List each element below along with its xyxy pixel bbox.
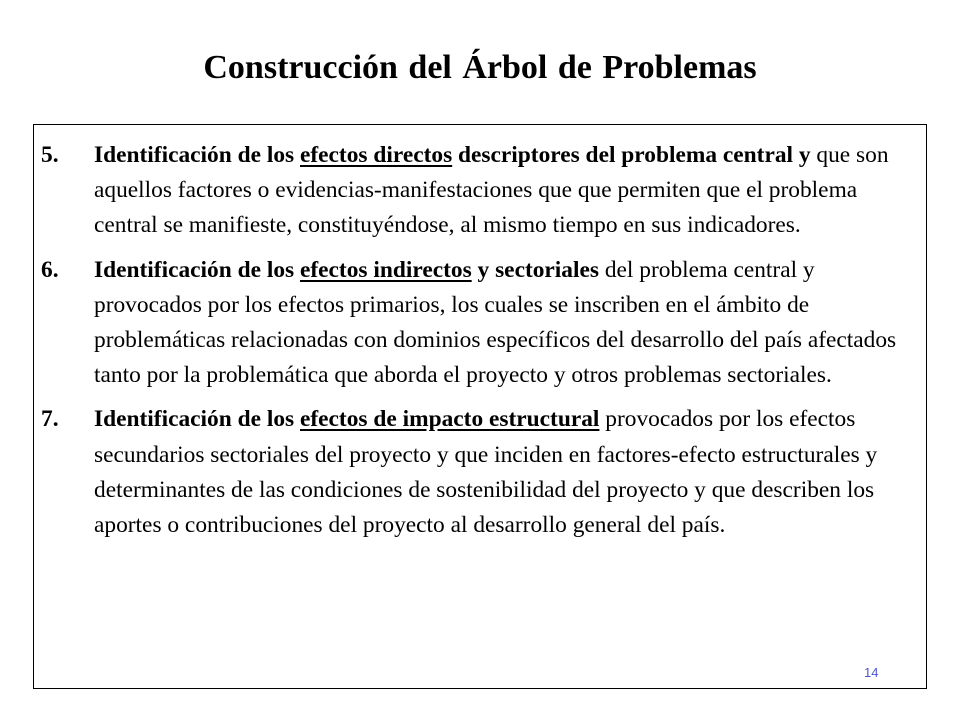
slide-title: Construcción del Árbol de Problemas	[203, 49, 757, 86]
item-underlined-term: efectos directos	[299, 142, 453, 168]
item-text	[94, 142, 889, 238]
item-bold-lead: Identificación de los	[94, 256, 300, 283]
item-bold-lead: Identificación de los	[94, 142, 300, 168]
item-bold-after: y sectoriales	[471, 256, 599, 283]
content-box	[33, 124, 927, 689]
item-body: que son aquellos factores o evidencias-manifestaciones que que permiten que el problema central se manifieste, constituyéndose, al mismo tiempo en sus indicadores.	[94, 142, 889, 239]
list-item-6	[34, 253, 926, 394]
page-number: 14	[864, 665, 879, 680]
item-underlined-term: efectos indirectos	[299, 256, 472, 283]
list-item-7	[34, 402, 926, 543]
item-underlined-term: efectos de impacto estructural	[299, 406, 600, 433]
item-text	[94, 406, 877, 538]
item-bold-lead: Identificación de los	[94, 406, 300, 433]
item-number: 5.	[41, 142, 59, 168]
item-body: del problema central y provocados por los efectos primarios, los cuales se inscriben en el ámbito de problemáticas relacionadas con dominios específicos del desarrollo del país afectados tanto por la problemática que aborda el proyecto y otros problemas sectoriales.	[94, 256, 897, 389]
item-number: 6.	[41, 256, 59, 283]
item-bold-after: descriptores del problema central y	[452, 142, 811, 168]
item-list	[34, 138, 926, 552]
list-item-5	[34, 138, 926, 244]
item-body: provocados por los efectos secundarios sectoriales del proyecto y que inciden en factores-efecto estructurales y determinantes de las condiciones de sostenibilidad del proyecto y que describen los aportes o contribuciones del proyecto al desarrollo general del país.	[94, 406, 878, 539]
item-number: 7.	[41, 406, 59, 433]
item-text	[94, 257, 896, 389]
